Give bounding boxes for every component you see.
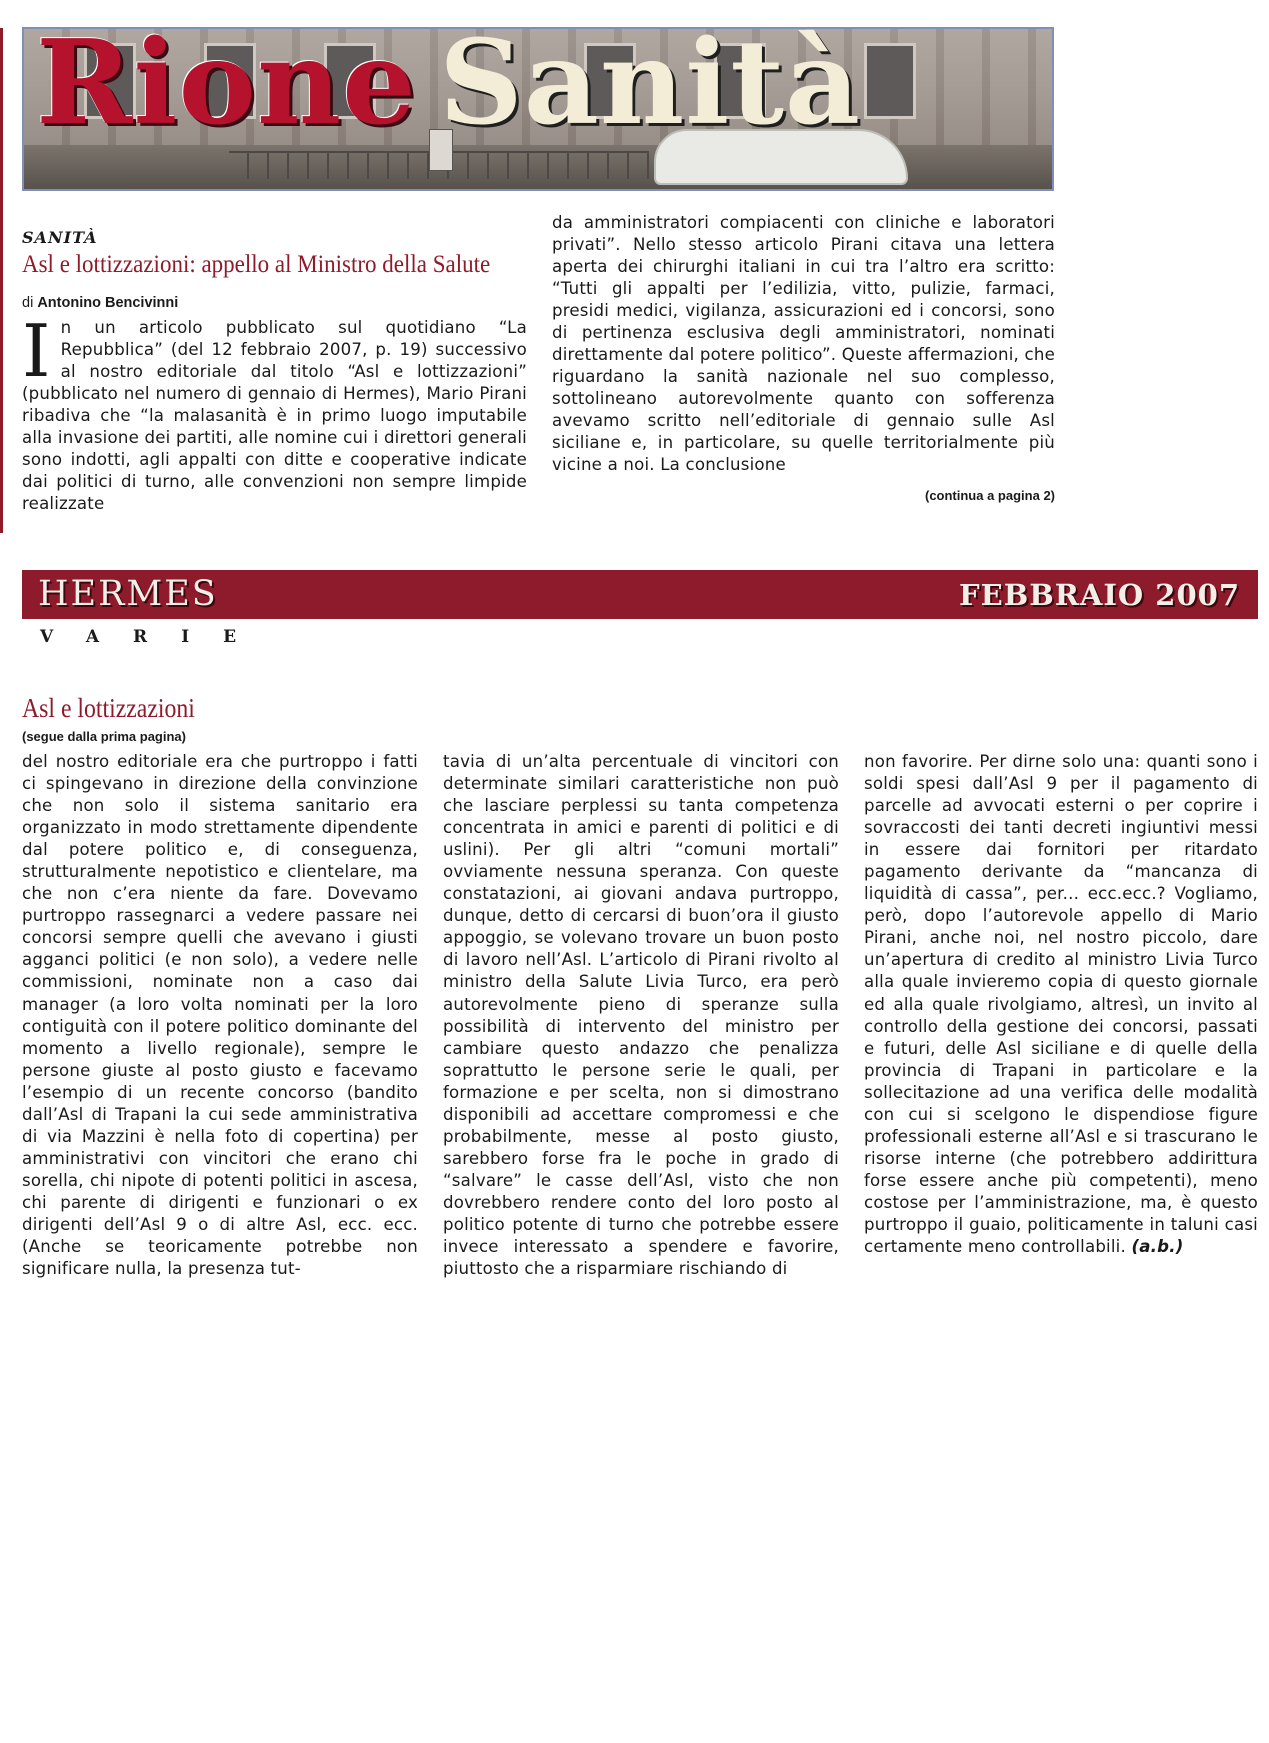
author-signature: (a.b.) — [1131, 1237, 1184, 1257]
section-label: VARIE — [40, 627, 271, 647]
continued-from-note: (segue dalla prima pagina) — [22, 729, 186, 744]
byline-prefix: di — [22, 295, 34, 311]
banner-title — [36, 27, 861, 151]
article-column-1 — [22, 309, 527, 515]
banner-title-sanita: Sanità — [438, 27, 862, 151]
article-headline: Asl e lottizzazioni: appello al Ministro della Salute — [22, 251, 491, 278]
article2-column-3-text: non favorire. Per dirne solo una: quanti sono i soldi spesi dall’Asl 9 per il pagamento di parcelle ad avvocati esterni o per coprire i sovraccosti dei tanti decreti ingiuntivi messi in essere dai fornitori per ritardato pagamento derivante da “mancanza di liquidità di cassa”, per... ecc.ecc.? Vogliamo, però, dopo l’autorevole appello di Mario Pirani, anche noi, nel nostro piccolo, dare un’apertura di credito al ministro Livia Turco alla quale invieremo copia di questo giornale ed alla quale rivolgiamo, altresì, un invito al controllo della gestione dei concorsi, passati e futuri, delle Asl siciliane e di quelle della provincia di Trapani in particolare e la sollecitazione ad una verifica delle modalità con cui si scelgono le dispendiose figure professionali esterne all’Asl e si trascurano le risorse interne (che potrebbero addirittura forse essere anche più competenti), meno costose per l’amministrazione, ma, è questo purtroppo il guaio, politicamente in taluni casi certamente meno controllabili. — [864, 752, 1258, 1257]
article-column-1-text: n un articolo pubblicato sul quotidiano “La Repubblica” (del 12 febbraio 2007, p. 19) successivo al nostro editoriale dal titolo “Asl e lottizzazioni” (pubblicato nel numero di gennaio di Hermes), Mario Pirani ribadiva che “la malasanità è in primo luogo imputabile alla invasione dei partiti, alle nomine cui i direttori generali sono indotti, agli appalti con ditte e cooperative indicate dai politici di turno, alle convenzioni non sempre limpide realizzate — [22, 318, 527, 513]
banner-photo — [22, 27, 1054, 191]
article2-headline: Asl e lottizzazioni — [22, 693, 195, 723]
continue-note: (continua a pagina 2) — [924, 488, 1055, 503]
banner-title-rione: Rione — [36, 27, 417, 151]
masthead-date: FEBBRAIO 2007 — [959, 578, 1240, 612]
article-column-2: da amministratori compiacenti con cliniche e laboratori privati”. Nello stesso articolo Pirani citava una lettera aperta dei chirurghi italiani in cui tra l’altro era scritto: “Tutti gli appalti per l’edilizia, vitto, pulizie, farmaci, presidi medici, vigilanza, assicurazioni ed i concorsi, sono di pertinenza esclusiva degli amministratori, nominati direttamente dal potere politico”. Queste affermazioni, che riguardano la sanità nazionale nel suo complesso, sottolineano autorevolmente quanto con sofferenza avevamo scritto nell’editoriale di gennaio sulle Asl siciliane e, in particolare, su quelle territorialmente più vicine a noi. La conclusione — [552, 213, 1055, 474]
byline-author: Antonino Bencivinni — [37, 295, 179, 311]
banner-window — [864, 43, 916, 119]
article2-column-2: tavia di un’alta percentuale di vincitori con determinate similari caratteristiche non può che lasciare perplessi su tanta competenza concentrata in amici e parenti di politici e di uslini). Per gli altri “comuni mortali” ovviamente nessuna speranza. Con queste constatazioni, ai giovani andava purtroppo, dunque, detto di cercarsi di buon’ora il giusto appoggio, se volevano trovare un buon posto di lavoro nell’Asl. L’articolo di Pirani rivolto al ministro della Salute Livia Turco, era però autorevolmente pieno di speranze sulla possibilità di intervento del ministro per cambiare questo andazzo che penalizza soprattutto le persone serie le quali, per formazione e per scelta, non si dimostrano disponibili ad accettare compromessi e che probabilmente, messe al posto giusto, sarebbero forse fra le poche in grado di “salvare” le casse dell’Asl, visto che non dovrebbero rendere conto del loro posto al politico potente di turno che potrebbe essere invece interessato a spendere e favorire, piuttosto che a risparmiare rischiando di — [443, 752, 839, 1279]
article2-column-3 — [864, 751, 1258, 1258]
masthead-name: HERMES — [38, 574, 218, 614]
masthead-bar — [22, 570, 1258, 619]
section-kicker: SANITÀ — [22, 228, 98, 247]
article2-column-1: del nostro editoriale era che purtroppo i fatti ci spingevano in direzione della convinzione che non solo il sistema sanitario era organizzato in modo strettamente dipendente dal potere politico e, di conseguenza, strutturalmente nepotistico e clientelare, ma che non c’era niente da fare. Dovevamo purtroppo rassegnarci a vedere passare nei concorsi sempre quelli che avevano i giusti agganci politici (e non solo), a vedere nelle commissioni, nominate non a caso dai manager (a loro volta nominati per la loro contiguità con il potere politico dominante del momento a livello regionale), sempre le persone giuste al posto giusto e facevamo l’esempio di un recente concorso (bandito dall’Asl di Trapani la cui sede amministrativa di via Mazzini è nella foto di copertina) per amministrativi con vincitori che erano chi sorella, chi nipote di potenti politici in ascesa, chi parente di dirigenti e funzionari o ex dirigenti dell’Asl 9 o di altre Asl, ecc. ecc. (Anche se teoricamente potrebbe non significare nulla, la presenza tut- — [22, 752, 418, 1279]
left-red-rule — [0, 28, 3, 533]
drop-cap: I — [22, 309, 51, 393]
